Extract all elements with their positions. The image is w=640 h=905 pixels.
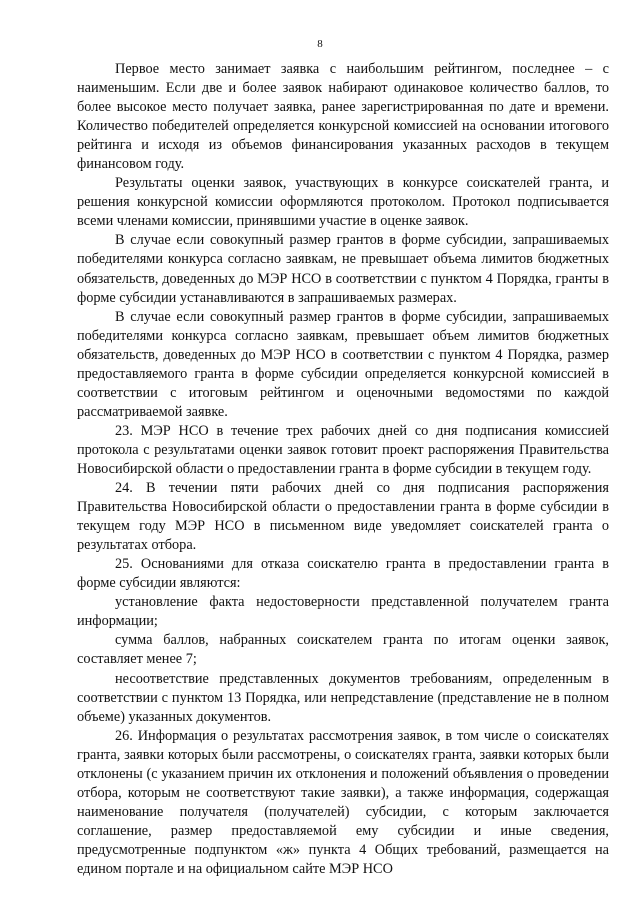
refusal-reason-1: установление факта недостоверности представленной получателем гранта информации; bbox=[77, 594, 609, 630]
paragraph-item-23: 23. МЭР НСО в течение трех рабочих дней со дня подписания комиссией протокола с результатами оценки заявок готовит проект распоряжения Правительства Новосибирской области о предоставлении гранта в форме субсидии в текущем году. bbox=[77, 422, 609, 477]
paragraph-within-limits: В случае если совокупный размер грантов в форме субсидии, запрашиваемых победителями конкурса согласно заявкам, не превышает объема лимитов бюджетных обязательств, доведенных до МЭР НСО в соответствии с пунктом 4 Порядка, гранты в форме субсидии устанавливаются в запрашиваемых размерах. bbox=[77, 232, 609, 306]
paragraph-protocol: Результаты оценки заявок, участвующих в конкурсе соискателей гранта, и решения конкурсной комиссии оформляются протоколом. Протокол подписывается всеми членами комиссии, принявшими участие в оценке заявок. bbox=[77, 175, 609, 230]
paragraph-exceeds-limits: В случае если совокупный размер грантов в форме субсидии, запрашиваемых победителями конкурса согласно заявкам, превышает объем лимитов бюджетных обязательств, доведенных до МЭР НСО в соответствии с пунктом 4 Порядка, размер предоставляемого гранта в форме субсидии определяется конкурсной комиссией в соответствии с итоговым рейтингом и оценочными ведомостями по каждой рассматриваемой заявке. bbox=[77, 308, 609, 420]
page-number: 8 bbox=[317, 38, 323, 50]
paragraph-item-24: 24. В течении пяти рабочих дней со дня подписания распоряжения Правительства Новосибирской области о предоставлении гранта в форме субсидии в текущем году МЭР НСО в письменном виде уведомляет соискателей гранта о результатах отбора. bbox=[77, 480, 609, 554]
refusal-reason-3: несоответствие представленных документов требованиям, определенным в соответствии с пунктом 13 Порядка, или непредставление (представление не в полном объеме) указанных документов. bbox=[77, 670, 609, 725]
refusal-reason-2: сумма баллов, набранных соискателем гранта по итогам оценки заявок, составляет менее 7; bbox=[77, 632, 609, 668]
paragraph-ranking: Первое место занимает заявка с наибольшим рейтингом, последнее – с наименьшим. Если две и более заявок набирают одинаковое количество баллов, то более высокое место получает заявка, ранее зарегистрированная по дате и времени. Количество победителей определяется конкурсной комиссией на основании итогового рейтинга и исходя из объемов финансирования указанных расходов в текущем финансовом году. bbox=[77, 61, 609, 173]
document-body bbox=[77, 60, 609, 879]
paragraph-item-26: 26. Информация о результатах рассмотрения заявок, в том числе о соискателях гранта, заявки которых были рассмотрены, о соискателях гранта, заявки которых были отклонены (с указанием причин их отклонения и положений объявления о проведении отбора, которым не соответствуют такие заявки), а также информация, содержащая наименование получателя (получателей) субсидии, с которым заключается соглашение, размер предоставляемой ему субсидии и иные сведения, предусмотренные подпунктом «ж» пункта 4 Общих требований, размещается на едином портале и на официальном сайте МЭР НСО bbox=[77, 727, 609, 877]
paragraph-item-25: 25. Основаниями для отказа соискателю гранта в предоставлении гранта в форме субсидии являются: bbox=[77, 556, 609, 592]
